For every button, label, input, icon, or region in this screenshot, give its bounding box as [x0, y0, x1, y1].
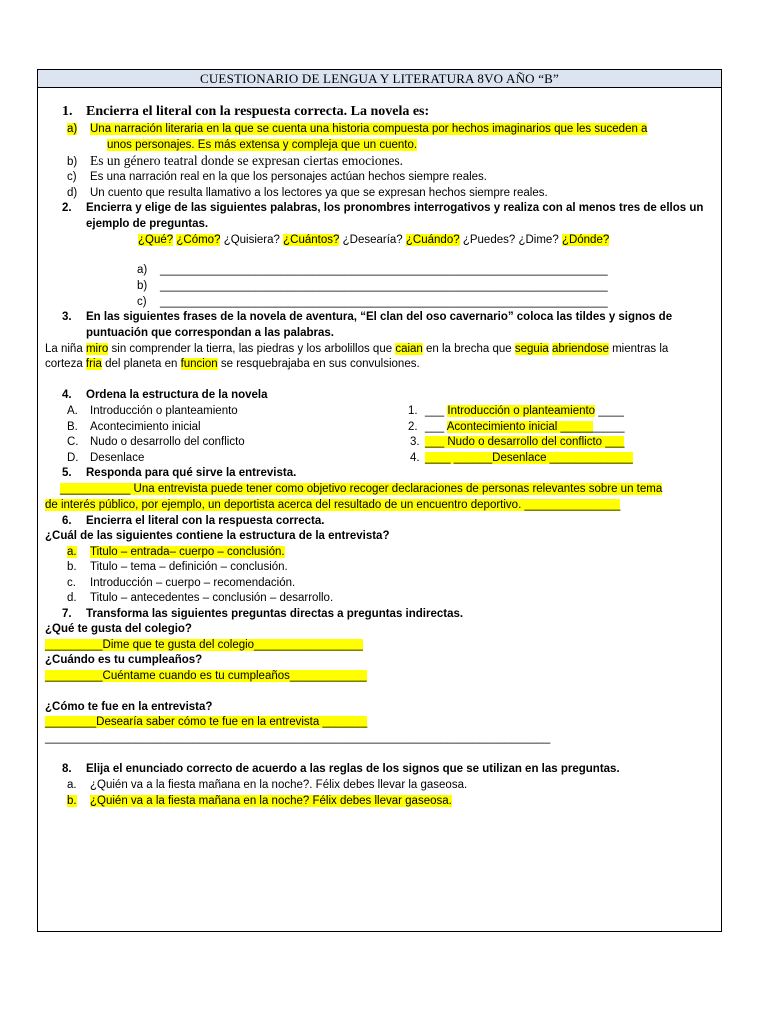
q4-text: Ordena la estructura de la novela — [86, 389, 268, 401]
q6-option-d-letter: d. — [67, 592, 77, 604]
q4-right-2-number: 2. — [408, 421, 418, 433]
q4-right-4-number: 4. — [410, 452, 420, 464]
q1-option-d: Un cuento que resulta llamativo a los lectores ya que se expresan hechos siempre reales. — [90, 187, 548, 199]
word-como: ¿Cómo? — [176, 234, 221, 246]
word-cuando: ¿Cuándo? — [405, 234, 460, 246]
q4-left-d-letter: D. — [67, 452, 79, 464]
q1-option-c-letter: c) — [67, 171, 77, 183]
q4-right-2[interactable]: ___ Acontecimiento inicial __________ — [425, 421, 625, 433]
q1-option-c: Es una narración real en la que los personajes actúan hechos siempre reales. — [90, 171, 487, 183]
q4-number: 4. — [62, 389, 72, 401]
q2-number: 2. — [62, 202, 72, 214]
q8-option-a[interactable]: ¿Quién va a la fiesta mañana en la noche?. Félix debes llevar la gaseosa. — [90, 779, 468, 791]
q7-text: Transforma las siguientes preguntas directas a preguntas indirectas. — [86, 608, 464, 620]
q8-option-b[interactable]: ¿Quién va a la fiesta mañana en la noche? Félix debes llevar gaseosa. — [90, 795, 452, 807]
q2-text: Encierra y elige de las siguientes palabras, los pronombres interrogativos y realiza con al menos tres de ellos un — [86, 202, 704, 214]
word-puedes: ¿Puedes? — [462, 234, 516, 246]
q7-answer-1[interactable]: _________Dime que te gusta del colegio_________________ — [45, 639, 363, 651]
q1-option-a: Una narración literaria en la que se cuenta una historia compuesta por hechos imaginarios que les suceden a — [90, 123, 648, 135]
q7-blank-line[interactable]: _______________________________________________________________________________ — [45, 732, 551, 744]
q4-right-3[interactable]: ___ Nudo o desarrollo del conflicto ___ — [425, 436, 625, 448]
q2-blank-b[interactable]: ______________________________________________________________________ — [160, 280, 608, 292]
word-dime: ¿Dime? — [518, 234, 559, 246]
q4-left-a-letter: A. — [67, 405, 78, 417]
q6-option-c[interactable]: Introducción – cuerpo – recomendación. — [90, 577, 296, 589]
q2-blank-b-label: b) — [137, 280, 148, 292]
word-quisiera: ¿Quisiera? — [223, 234, 280, 246]
q6-option-d[interactable]: Titulo – antecedentes – conclusión – desarrollo. — [90, 592, 334, 604]
q6-question: ¿Cuál de las siguientes contiene la estructura de la entrevista? — [45, 530, 390, 542]
q7-answer-3[interactable]: ________Desearía saber cómo te fue en la entrevista _______ — [45, 716, 368, 728]
q7-question-1: ¿Qué te gusta del colegio? — [45, 623, 192, 635]
q1-option-a-letter: a) — [67, 123, 78, 135]
q2-text-cont: ejemplo de preguntas. — [86, 218, 209, 230]
q7-answer-2[interactable]: _________Cuéntame cuando es tu cumpleaños____________ — [45, 670, 367, 682]
q2-blank-a-label: a) — [137, 264, 148, 276]
q1-number: 1. — [62, 104, 73, 119]
q1-text: Encierra el literal con la respuesta correcta. La novela es: — [86, 104, 430, 119]
q4-right-4[interactable]: ____ ______Desenlace _____________ — [425, 452, 633, 464]
q6-option-b[interactable]: Titulo – tema – definición – conclusión. — [90, 561, 288, 573]
q4-left-c-letter: C. — [67, 436, 79, 448]
q4-left-b-letter: B. — [67, 421, 78, 433]
word-desearia: ¿Desearía? — [342, 234, 403, 246]
word-cuantos: ¿Cuántos? — [283, 234, 340, 246]
q4-left-b: Acontecimiento inicial — [90, 421, 201, 433]
q6-option-b-letter: b. — [67, 561, 77, 573]
q3-text-cont: puntuación que correspondan a las palabras. — [86, 327, 334, 339]
q3-paragraph-line-2: corteza fria del planeta en funcion se resquebrajaba en sus convulsiones. — [45, 358, 420, 370]
q3-paragraph-line-1: La niña miro sin comprender la tierra, las piedras y los arbolillos que caian en la brecha que seguia abriendose mientras la — [45, 343, 669, 355]
q1-option-b-letter: b) — [67, 156, 78, 168]
q5-answer-line-1[interactable]: ___________ Una entrevista puede tener como objetivo recoger declaraciones de personas relevantes sobre un tema — [60, 483, 663, 495]
q4-left-a: Introducción o planteamiento — [90, 405, 238, 417]
q2-blank-c-label: c) — [137, 296, 147, 308]
q5-answer-line-2[interactable]: de interés público, por ejemplo, un deportista acerca del resultado de un encuentro deportivo. _______________ — [45, 499, 621, 511]
q7-number: 7. — [62, 608, 72, 620]
word-que: ¿Qué? — [138, 234, 174, 246]
q4-right-1[interactable]: ___ Introducción o planteamiento ____ — [425, 405, 624, 417]
q5-text: Responda para qué sirve la entrevista. — [86, 467, 297, 479]
q6-text: Encierra el literal con la respuesta correcta. — [86, 515, 325, 527]
q4-left-c: Nudo o desarrollo del conflicto — [90, 436, 245, 448]
q8-option-b-letter: b. — [67, 795, 77, 807]
q8-text: Elija el enunciado correcto de acuerdo a las reglas de los signos que se utilizan en las preguntas. — [86, 763, 620, 775]
q4-right-3-number: 3. — [410, 436, 420, 448]
q1-option-b: Es un género teatral donde se expresan ciertas emociones. — [90, 153, 403, 168]
q4-right-1-number: 1. — [408, 405, 418, 417]
q4-left-d: Desenlace — [90, 452, 145, 464]
q6-option-a[interactable]: Titulo – entrada– cuerpo – conclusión. — [90, 546, 285, 558]
q3-number: 3. — [62, 311, 72, 323]
q3-text: En las siguientes frases de la novela de aventura, “El clan del oso cavernario” coloca las tildes y signos de — [86, 311, 673, 323]
q6-option-a-letter: a. — [67, 546, 77, 558]
q7-question-2: ¿Cuándo es tu cumpleaños? — [45, 654, 203, 666]
q6-number: 6. — [62, 515, 72, 527]
q8-number: 8. — [62, 763, 72, 775]
q8-option-a-letter: a. — [67, 779, 77, 791]
word-donde: ¿Dónde? — [561, 234, 610, 246]
worksheet-title: CUESTIONARIO DE LENGUA Y LITERATURA 8VO AÑO “B” — [38, 70, 721, 88]
q6-option-c-letter: c. — [67, 577, 76, 589]
q7-question-3: ¿Cómo te fue en la entrevista? — [45, 701, 213, 713]
q2-blank-c[interactable]: ______________________________________________________________________ — [160, 296, 608, 308]
q1-option-a-cont: unos personajes. Es más extensa y compleja que un cuento. — [107, 139, 418, 151]
q2-word-list — [138, 233, 609, 247]
q1-option-d-letter: d) — [67, 187, 78, 199]
q5-number: 5. — [62, 467, 72, 479]
q2-blank-a[interactable]: ______________________________________________________________________ — [160, 264, 608, 276]
